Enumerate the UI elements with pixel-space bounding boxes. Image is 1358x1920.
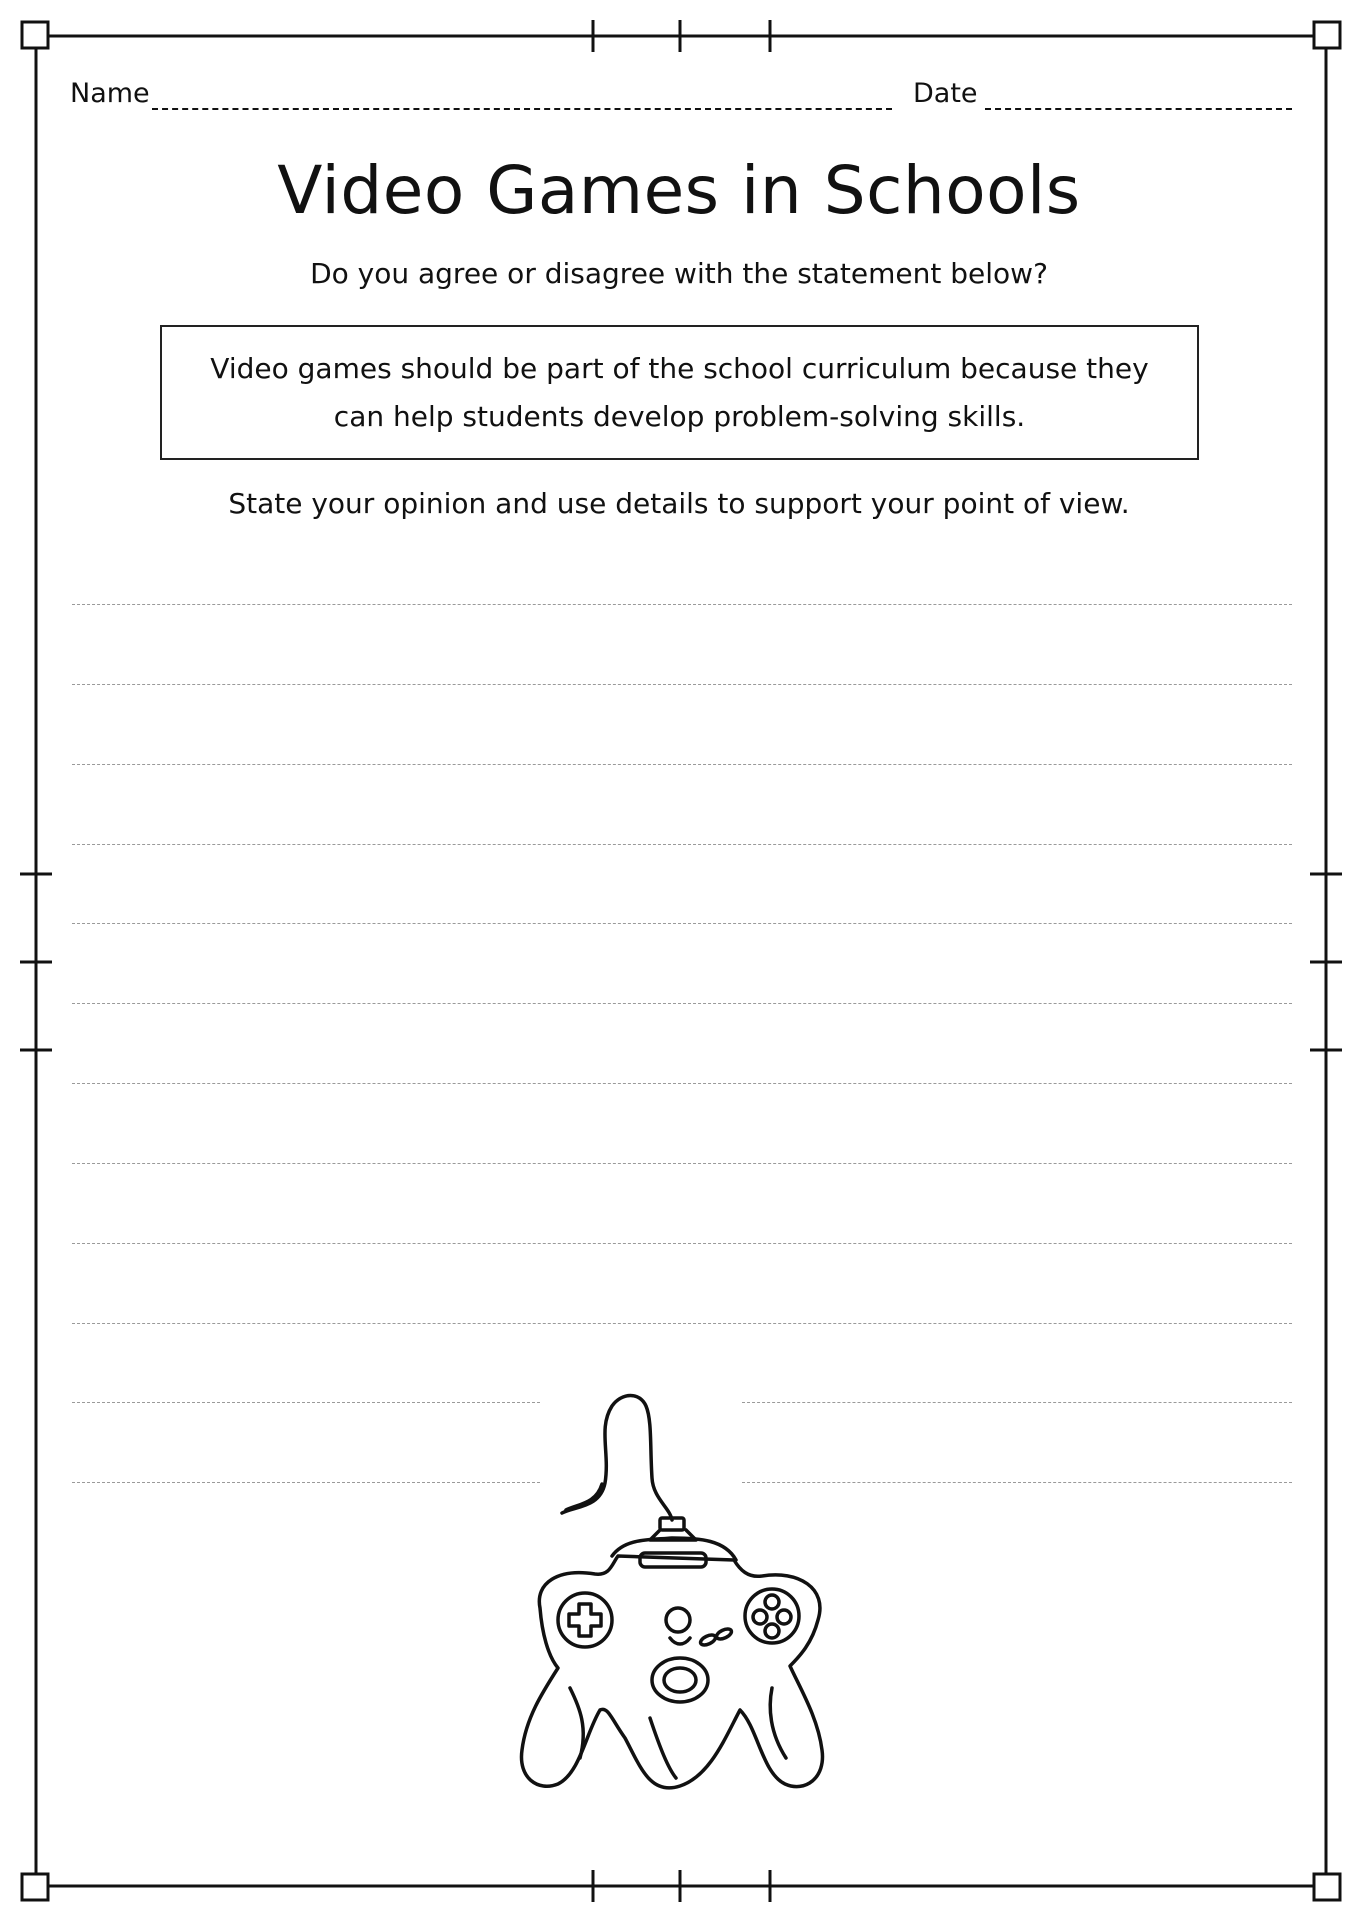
corner-square-top-right	[1314, 22, 1340, 48]
writing-line[interactable]	[72, 1003, 1292, 1004]
instruction-text: State your opinion and use details to support your point of view.	[228, 487, 1130, 520]
prompt-text: Do you agree or disagree with the statement below?	[310, 257, 1048, 290]
writing-line[interactable]	[72, 684, 1292, 685]
writing-line[interactable]	[72, 1243, 1292, 1244]
page-title: Video Games in Schools	[277, 152, 1081, 229]
writing-line[interactable]	[72, 604, 1292, 605]
corner-square-bottom-left	[22, 1874, 48, 1900]
name-label: Name	[70, 78, 150, 109]
writing-line[interactable]	[72, 764, 1292, 765]
writing-line-left[interactable]	[72, 1402, 540, 1403]
writing-line[interactable]	[72, 1323, 1292, 1324]
statement-text: Video games should be part of the school curriculum because they can help students develop problem-solving skills.	[210, 351, 1149, 433]
corner-square-top-left	[22, 22, 48, 48]
writing-line[interactable]	[72, 1083, 1292, 1084]
writing-line[interactable]	[72, 1163, 1292, 1164]
writing-line-left[interactable]	[72, 1482, 540, 1483]
writing-line[interactable]	[72, 923, 1292, 924]
name-field[interactable]	[152, 108, 892, 110]
statement-box	[160, 325, 1199, 460]
corner-square-bottom-right	[1314, 1874, 1340, 1900]
writing-line[interactable]	[72, 844, 1292, 845]
game-controller-icon	[500, 1388, 860, 1808]
name-date-row	[70, 78, 1292, 118]
date-label: Date	[913, 78, 978, 109]
date-field[interactable]	[985, 108, 1292, 110]
